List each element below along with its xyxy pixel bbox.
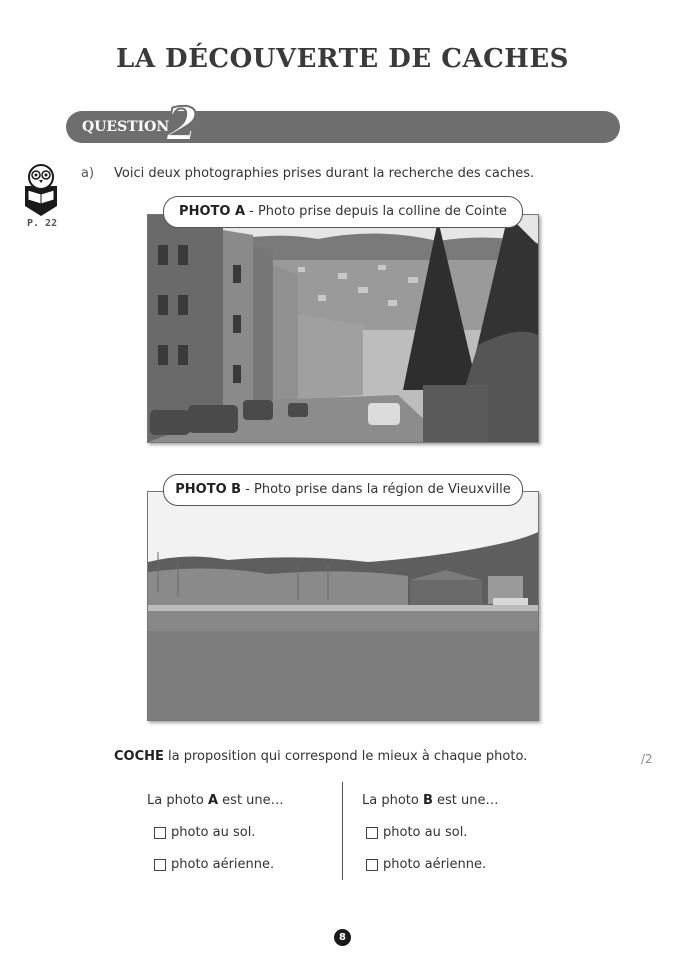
page-number: 8	[334, 929, 351, 946]
column-a-heading	[147, 793, 284, 808]
checkbox-b-aerial[interactable]	[366, 859, 378, 871]
owl-reading-icon	[22, 162, 60, 216]
option-a-aerial-label: photo aérienne.	[171, 857, 275, 872]
option-b-ground-label: photo au sol.	[383, 825, 468, 840]
question-number: 2	[166, 97, 199, 151]
option-b-aerial-label: photo aérienne.	[383, 857, 487, 872]
option-a-aerial[interactable]	[154, 857, 274, 872]
checkbox-a-ground[interactable]	[154, 827, 166, 839]
photo-b-caption-text: - Photo prise dans la région de Vieuxville	[241, 482, 511, 497]
photo-a-caption	[163, 196, 523, 228]
photo-a	[147, 214, 539, 443]
instruction-verb: COCHE	[114, 749, 164, 764]
page-title: LA DÉCOUVERTE DE CACHES	[116, 44, 569, 74]
column-a-letter: A	[207, 793, 219, 808]
item-letter: a)	[81, 166, 95, 181]
photo-b-image	[148, 492, 538, 720]
option-a-ground-label: photo au sol.	[171, 825, 256, 840]
option-a-ground[interactable]	[154, 825, 255, 840]
column-b-heading	[362, 793, 499, 808]
item-text: Voici deux photographies prises durant la recherche des caches.	[114, 166, 535, 181]
instruction	[114, 749, 527, 764]
column-divider	[342, 782, 343, 880]
photo-a-caption-text: - Photo prise depuis la colline de Cointe	[245, 204, 507, 219]
column-a-prefix: La photo	[147, 793, 208, 808]
score-label: /2	[641, 752, 653, 766]
question-label: QUESTION	[82, 119, 170, 135]
column-b-suffix: est une…	[432, 793, 499, 808]
checkbox-b-ground[interactable]	[366, 827, 378, 839]
instruction-text: la proposition qui correspond le mieux à chaque photo.	[163, 749, 528, 764]
option-b-ground[interactable]	[366, 825, 467, 840]
column-b-prefix: La photo	[362, 793, 423, 808]
photo-b	[147, 491, 539, 721]
column-b-letter: B	[422, 793, 433, 808]
photo-a-tag: PHOTO A	[179, 204, 246, 219]
column-a-suffix: est une…	[218, 793, 284, 808]
page-reference: P. 22	[27, 218, 58, 229]
checkbox-a-aerial[interactable]	[154, 859, 166, 871]
photo-b-tag: PHOTO B	[175, 482, 242, 497]
photo-b-caption	[163, 474, 523, 506]
photo-a-image	[148, 215, 538, 442]
option-b-aerial[interactable]	[366, 857, 486, 872]
